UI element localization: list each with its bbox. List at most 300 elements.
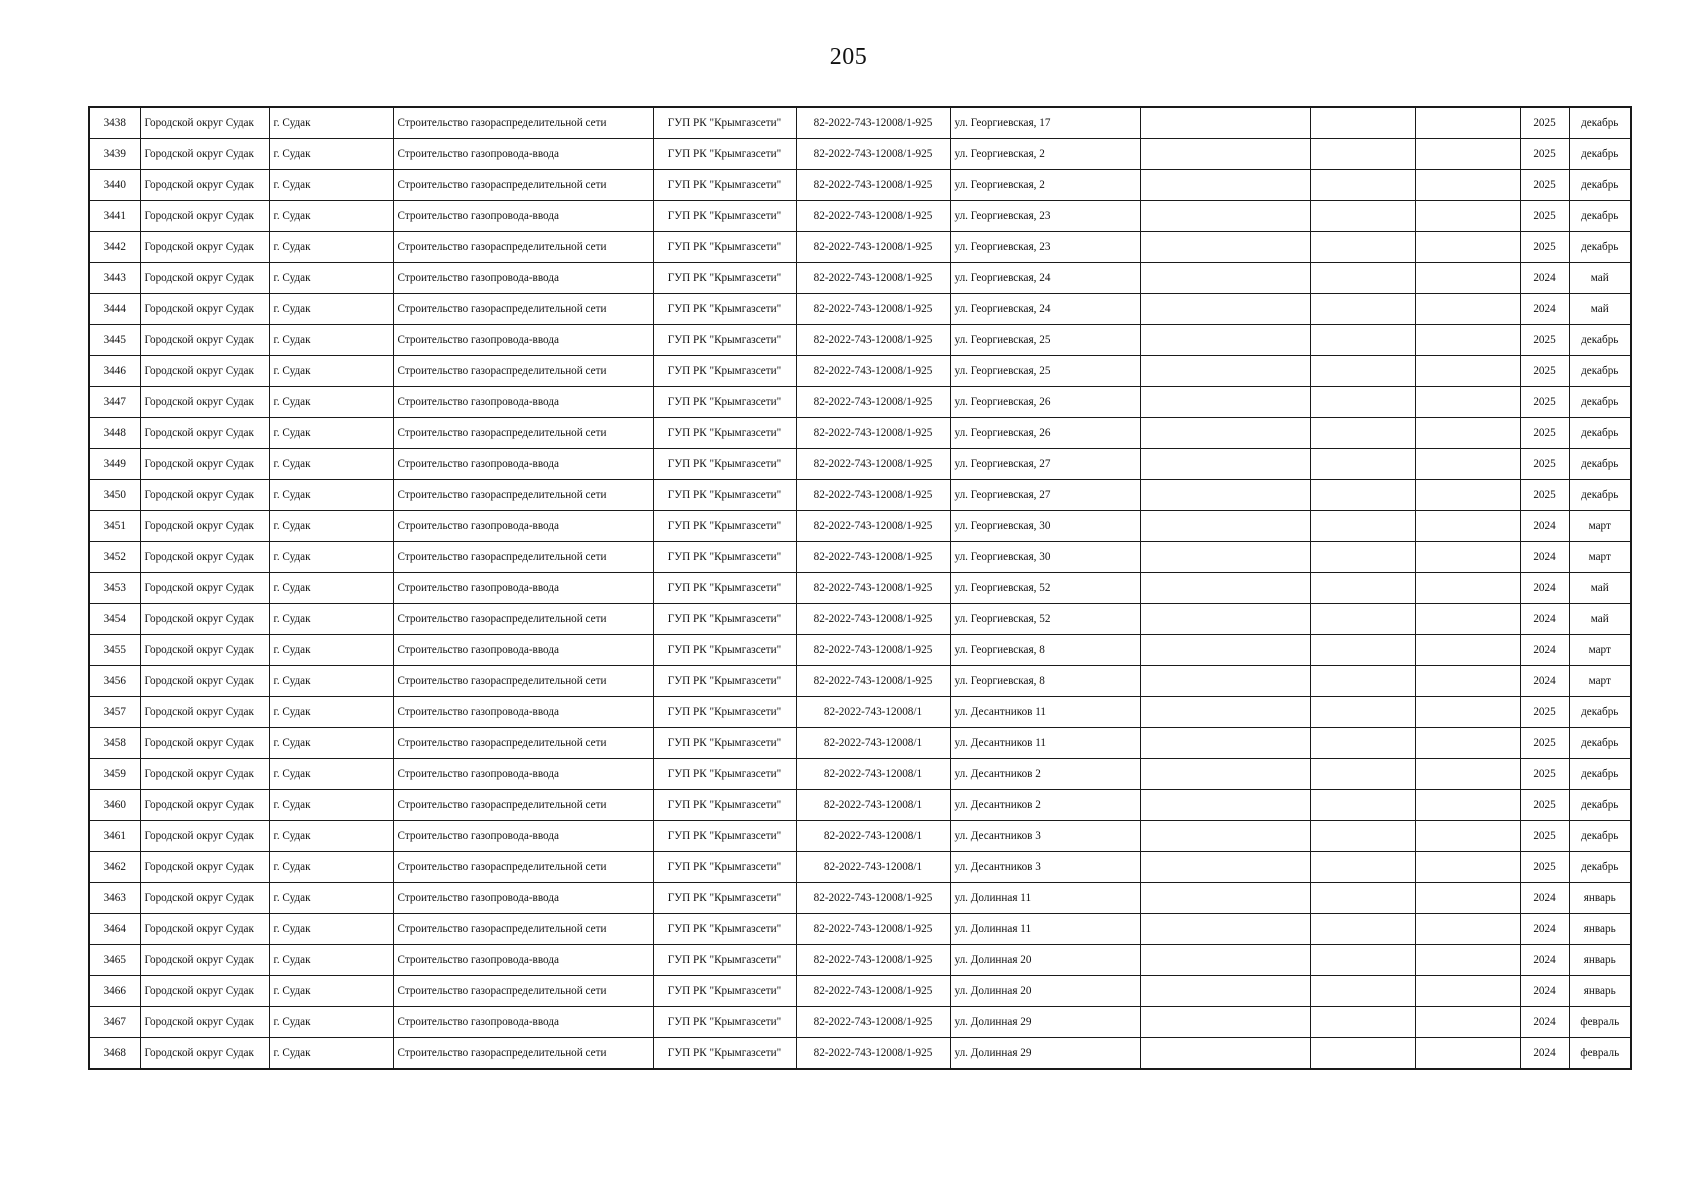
- empty-cell: [1310, 573, 1415, 604]
- town-cell: г. Судак: [269, 697, 393, 728]
- empty-cell: [1415, 790, 1520, 821]
- town-cell: г. Судак: [269, 201, 393, 232]
- organization-cell: ГУП РК "Крымгазсети": [653, 263, 796, 294]
- empty-cell: [1140, 790, 1310, 821]
- district-cell: Городской округ Судак: [140, 697, 269, 728]
- empty-cell: [1415, 976, 1520, 1007]
- program-code-cell: 82-2022-743-12008/1-925: [796, 418, 950, 449]
- year-cell: 2024: [1520, 976, 1569, 1007]
- row-number-cell: 3446: [89, 356, 140, 387]
- empty-cell: [1310, 976, 1415, 1007]
- row-number-cell: 3456: [89, 666, 140, 697]
- empty-cell: [1415, 232, 1520, 263]
- district-cell: Городской округ Судак: [140, 914, 269, 945]
- empty-cell: [1310, 170, 1415, 201]
- empty-cell: [1140, 759, 1310, 790]
- row-number-cell: 3447: [89, 387, 140, 418]
- month-cell: январь: [1569, 976, 1631, 1007]
- district-cell: Городской округ Судак: [140, 201, 269, 232]
- month-cell: январь: [1569, 914, 1631, 945]
- year-cell: 2024: [1520, 666, 1569, 697]
- empty-cell: [1140, 387, 1310, 418]
- organization-cell: ГУП РК "Крымгазсети": [653, 480, 796, 511]
- town-cell: г. Судак: [269, 1007, 393, 1038]
- row-number-cell: 3464: [89, 914, 140, 945]
- empty-cell: [1310, 604, 1415, 635]
- empty-cell: [1415, 511, 1520, 542]
- work-type-cell: Строительство газораспределительной сети: [393, 1038, 653, 1070]
- address-cell: ул. Георгиевская, 25: [950, 325, 1140, 356]
- program-code-cell: 82-2022-743-12008/1-925: [796, 356, 950, 387]
- year-cell: 2025: [1520, 356, 1569, 387]
- work-type-cell: Строительство газораспределительной сети: [393, 728, 653, 759]
- row-number-cell: 3465: [89, 945, 140, 976]
- organization-cell: ГУП РК "Крымгазсети": [653, 418, 796, 449]
- address-cell: ул. Георгиевская, 30: [950, 542, 1140, 573]
- organization-cell: ГУП РК "Крымгазсети": [653, 790, 796, 821]
- row-number-cell: 3439: [89, 139, 140, 170]
- district-cell: Городской округ Судак: [140, 294, 269, 325]
- table-row: [89, 821, 1631, 852]
- empty-cell: [1140, 542, 1310, 573]
- organization-cell: ГУП РК "Крымгазсети": [653, 511, 796, 542]
- town-cell: г. Судак: [269, 294, 393, 325]
- work-type-cell: Строительство газораспределительной сети: [393, 107, 653, 139]
- district-cell: Городской округ Судак: [140, 542, 269, 573]
- work-type-cell: Строительство газопровода-ввода: [393, 635, 653, 666]
- work-type-cell: Строительство газораспределительной сети: [393, 356, 653, 387]
- empty-cell: [1310, 728, 1415, 759]
- month-cell: февраль: [1569, 1038, 1631, 1070]
- work-type-cell: Строительство газопровода-ввода: [393, 697, 653, 728]
- empty-cell: [1310, 387, 1415, 418]
- program-code-cell: 82-2022-743-12008/1-925: [796, 666, 950, 697]
- district-cell: Городской округ Судак: [140, 883, 269, 914]
- district-cell: Городской округ Судак: [140, 325, 269, 356]
- town-cell: г. Судак: [269, 666, 393, 697]
- month-cell: декабрь: [1569, 170, 1631, 201]
- year-cell: 2025: [1520, 170, 1569, 201]
- town-cell: г. Судак: [269, 883, 393, 914]
- empty-cell: [1415, 852, 1520, 883]
- town-cell: г. Судак: [269, 604, 393, 635]
- program-code-cell: 82-2022-743-12008/1-925: [796, 449, 950, 480]
- table-row: [89, 697, 1631, 728]
- table-row: [89, 666, 1631, 697]
- month-cell: март: [1569, 542, 1631, 573]
- year-cell: 2024: [1520, 883, 1569, 914]
- row-number-cell: 3455: [89, 635, 140, 666]
- year-cell: 2025: [1520, 480, 1569, 511]
- address-cell: ул. Георгиевская, 2: [950, 139, 1140, 170]
- organization-cell: ГУП РК "Крымгазсети": [653, 945, 796, 976]
- empty-cell: [1310, 852, 1415, 883]
- district-cell: Городской округ Судак: [140, 1038, 269, 1070]
- town-cell: г. Судак: [269, 790, 393, 821]
- empty-cell: [1140, 697, 1310, 728]
- table-row: [89, 604, 1631, 635]
- work-type-cell: Строительство газопровода-ввода: [393, 759, 653, 790]
- organization-cell: ГУП РК "Крымгазсети": [653, 294, 796, 325]
- organization-cell: ГУП РК "Крымгазсети": [653, 852, 796, 883]
- work-type-cell: Строительство газопровода-ввода: [393, 387, 653, 418]
- empty-cell: [1140, 201, 1310, 232]
- organization-cell: ГУП РК "Крымгазсети": [653, 325, 796, 356]
- address-cell: ул. Долинная 20: [950, 945, 1140, 976]
- organization-cell: ГУП РК "Крымгазсети": [653, 573, 796, 604]
- month-cell: май: [1569, 604, 1631, 635]
- program-code-cell: 82-2022-743-12008/1: [796, 821, 950, 852]
- organization-cell: ГУП РК "Крымгазсети": [653, 666, 796, 697]
- address-cell: ул. Десантников 11: [950, 728, 1140, 759]
- empty-cell: [1310, 542, 1415, 573]
- address-cell: ул. Десантников 3: [950, 821, 1140, 852]
- empty-cell: [1415, 1007, 1520, 1038]
- address-cell: ул. Долинная 29: [950, 1007, 1140, 1038]
- empty-cell: [1415, 697, 1520, 728]
- row-number-cell: 3451: [89, 511, 140, 542]
- work-type-cell: Строительство газораспределительной сети: [393, 232, 653, 263]
- organization-cell: ГУП РК "Крымгазсети": [653, 883, 796, 914]
- month-cell: декабрь: [1569, 356, 1631, 387]
- empty-cell: [1310, 821, 1415, 852]
- organization-cell: ГУП РК "Крымгазсети": [653, 635, 796, 666]
- year-cell: 2024: [1520, 542, 1569, 573]
- empty-cell: [1140, 914, 1310, 945]
- work-type-cell: Строительство газопровода-ввода: [393, 945, 653, 976]
- organization-cell: ГУП РК "Крымгазсети": [653, 976, 796, 1007]
- empty-cell: [1310, 1038, 1415, 1070]
- town-cell: г. Судак: [269, 263, 393, 294]
- month-cell: декабрь: [1569, 697, 1631, 728]
- town-cell: г. Судак: [269, 107, 393, 139]
- organization-cell: ГУП РК "Крымгазсети": [653, 139, 796, 170]
- table-row: [89, 759, 1631, 790]
- empty-cell: [1415, 170, 1520, 201]
- town-cell: г. Судак: [269, 449, 393, 480]
- town-cell: г. Судак: [269, 480, 393, 511]
- empty-cell: [1310, 418, 1415, 449]
- address-cell: ул. Георгиевская, 30: [950, 511, 1140, 542]
- district-cell: Городской округ Судак: [140, 790, 269, 821]
- row-number-cell: 3442: [89, 232, 140, 263]
- row-number-cell: 3457: [89, 697, 140, 728]
- page-number: 205: [829, 44, 868, 70]
- table-row: [89, 263, 1631, 294]
- empty-cell: [1415, 666, 1520, 697]
- town-cell: г. Судак: [269, 542, 393, 573]
- town-cell: г. Судак: [269, 945, 393, 976]
- address-cell: ул. Десантников 2: [950, 759, 1140, 790]
- town-cell: г. Судак: [269, 232, 393, 263]
- work-type-cell: Строительство газораспределительной сети: [393, 852, 653, 883]
- row-number-cell: 3444: [89, 294, 140, 325]
- empty-cell: [1140, 883, 1310, 914]
- table-row: [89, 511, 1631, 542]
- empty-cell: [1310, 480, 1415, 511]
- empty-cell: [1415, 480, 1520, 511]
- year-cell: 2025: [1520, 387, 1569, 418]
- district-cell: Городской округ Судак: [140, 945, 269, 976]
- program-code-cell: 82-2022-743-12008/1: [796, 852, 950, 883]
- month-cell: декабрь: [1569, 139, 1631, 170]
- year-cell: 2025: [1520, 418, 1569, 449]
- year-cell: 2025: [1520, 697, 1569, 728]
- empty-cell: [1310, 883, 1415, 914]
- empty-cell: [1415, 573, 1520, 604]
- empty-cell: [1140, 976, 1310, 1007]
- work-type-cell: Строительство газопровода-ввода: [393, 201, 653, 232]
- work-type-cell: Строительство газопровода-ввода: [393, 139, 653, 170]
- district-cell: Городской округ Судак: [140, 604, 269, 635]
- organization-cell: ГУП РК "Крымгазсети": [653, 170, 796, 201]
- table-row: [89, 728, 1631, 759]
- table-row: [89, 945, 1631, 976]
- row-number-cell: 3462: [89, 852, 140, 883]
- empty-cell: [1140, 666, 1310, 697]
- work-type-cell: Строительство газораспределительной сети: [393, 294, 653, 325]
- address-cell: ул. Георгиевская, 23: [950, 232, 1140, 263]
- empty-cell: [1310, 263, 1415, 294]
- district-cell: Городской округ Судак: [140, 728, 269, 759]
- empty-cell: [1415, 263, 1520, 294]
- month-cell: декабрь: [1569, 821, 1631, 852]
- year-cell: 2024: [1520, 573, 1569, 604]
- month-cell: май: [1569, 294, 1631, 325]
- town-cell: г. Судак: [269, 914, 393, 945]
- table-row: [89, 573, 1631, 604]
- empty-cell: [1310, 697, 1415, 728]
- table-row: [89, 418, 1631, 449]
- empty-cell: [1140, 449, 1310, 480]
- district-cell: Городской округ Судак: [140, 263, 269, 294]
- work-type-cell: Строительство газораспределительной сети: [393, 480, 653, 511]
- address-cell: ул. Десантников 3: [950, 852, 1140, 883]
- table-row: [89, 356, 1631, 387]
- address-cell: ул. Долинная 11: [950, 883, 1140, 914]
- row-number-cell: 3461: [89, 821, 140, 852]
- program-code-cell: 82-2022-743-12008/1-925: [796, 511, 950, 542]
- year-cell: 2024: [1520, 294, 1569, 325]
- district-cell: Городской округ Судак: [140, 170, 269, 201]
- district-cell: Городской округ Судак: [140, 139, 269, 170]
- address-cell: ул. Долинная 11: [950, 914, 1140, 945]
- month-cell: декабрь: [1569, 325, 1631, 356]
- table-row: [89, 480, 1631, 511]
- month-cell: май: [1569, 573, 1631, 604]
- work-type-cell: Строительство газораспределительной сети: [393, 418, 653, 449]
- row-number-cell: 3454: [89, 604, 140, 635]
- program-code-cell: 82-2022-743-12008/1-925: [796, 945, 950, 976]
- table-row: [89, 635, 1631, 666]
- address-cell: ул. Георгиевская, 8: [950, 635, 1140, 666]
- empty-cell: [1140, 821, 1310, 852]
- district-cell: Городской округ Судак: [140, 759, 269, 790]
- month-cell: декабрь: [1569, 480, 1631, 511]
- organization-cell: ГУП РК "Крымгазсети": [653, 697, 796, 728]
- year-cell: 2025: [1520, 325, 1569, 356]
- town-cell: г. Судак: [269, 511, 393, 542]
- address-cell: ул. Георгиевская, 27: [950, 449, 1140, 480]
- empty-cell: [1310, 201, 1415, 232]
- address-cell: ул. Георгиевская, 26: [950, 387, 1140, 418]
- empty-cell: [1140, 107, 1310, 139]
- address-cell: ул. Георгиевская, 2: [950, 170, 1140, 201]
- work-type-cell: Строительство газопровода-ввода: [393, 325, 653, 356]
- empty-cell: [1140, 1038, 1310, 1070]
- work-type-cell: Строительство газораспределительной сети: [393, 666, 653, 697]
- address-cell: ул. Десантников 2: [950, 790, 1140, 821]
- table-row: [89, 976, 1631, 1007]
- empty-cell: [1140, 573, 1310, 604]
- town-cell: г. Судак: [269, 852, 393, 883]
- row-number-cell: 3445: [89, 325, 140, 356]
- empty-cell: [1415, 387, 1520, 418]
- empty-cell: [1140, 1007, 1310, 1038]
- row-number-cell: 3450: [89, 480, 140, 511]
- empty-cell: [1310, 666, 1415, 697]
- organization-cell: ГУП РК "Крымгазсети": [653, 387, 796, 418]
- empty-cell: [1140, 945, 1310, 976]
- empty-cell: [1415, 914, 1520, 945]
- table-row: [89, 232, 1631, 263]
- month-cell: март: [1569, 511, 1631, 542]
- empty-cell: [1140, 728, 1310, 759]
- empty-cell: [1310, 914, 1415, 945]
- district-cell: Городской округ Судак: [140, 356, 269, 387]
- program-code-cell: 82-2022-743-12008/1-925: [796, 387, 950, 418]
- district-cell: Городской округ Судак: [140, 666, 269, 697]
- town-cell: г. Судак: [269, 635, 393, 666]
- empty-cell: [1140, 511, 1310, 542]
- empty-cell: [1415, 945, 1520, 976]
- row-number-cell: 3458: [89, 728, 140, 759]
- organization-cell: ГУП РК "Крымгазсети": [653, 107, 796, 139]
- town-cell: г. Судак: [269, 1038, 393, 1070]
- organization-cell: ГУП РК "Крымгазсети": [653, 542, 796, 573]
- month-cell: март: [1569, 666, 1631, 697]
- month-cell: декабрь: [1569, 759, 1631, 790]
- organization-cell: ГУП РК "Крымгазсети": [653, 232, 796, 263]
- month-cell: декабрь: [1569, 418, 1631, 449]
- year-cell: 2024: [1520, 1038, 1569, 1070]
- district-cell: Городской округ Судак: [140, 511, 269, 542]
- work-type-cell: Строительство газопровода-ввода: [393, 883, 653, 914]
- table-row: [89, 201, 1631, 232]
- registry-table: [88, 106, 1632, 1070]
- address-cell: ул. Десантников 11: [950, 697, 1140, 728]
- row-number-cell: 3460: [89, 790, 140, 821]
- year-cell: 2025: [1520, 449, 1569, 480]
- district-cell: Городской округ Судак: [140, 821, 269, 852]
- year-cell: 2024: [1520, 511, 1569, 542]
- address-cell: ул. Георгиевская, 52: [950, 573, 1140, 604]
- table-row: [89, 883, 1631, 914]
- row-number-cell: 3453: [89, 573, 140, 604]
- organization-cell: ГУП РК "Крымгазсети": [653, 1038, 796, 1070]
- empty-cell: [1140, 232, 1310, 263]
- row-number-cell: 3452: [89, 542, 140, 573]
- address-cell: ул. Георгиевская, 23: [950, 201, 1140, 232]
- town-cell: г. Судак: [269, 387, 393, 418]
- program-code-cell: 82-2022-743-12008/1-925: [796, 883, 950, 914]
- district-cell: Городской округ Судак: [140, 480, 269, 511]
- empty-cell: [1310, 232, 1415, 263]
- town-cell: г. Судак: [269, 325, 393, 356]
- month-cell: февраль: [1569, 1007, 1631, 1038]
- empty-cell: [1310, 1007, 1415, 1038]
- work-type-cell: Строительство газораспределительной сети: [393, 976, 653, 1007]
- year-cell: 2025: [1520, 728, 1569, 759]
- empty-cell: [1310, 107, 1415, 139]
- program-code-cell: 82-2022-743-12008/1-925: [796, 294, 950, 325]
- district-cell: Городской округ Судак: [140, 449, 269, 480]
- table-row: [89, 387, 1631, 418]
- month-cell: январь: [1569, 883, 1631, 914]
- empty-cell: [1310, 511, 1415, 542]
- year-cell: 2024: [1520, 263, 1569, 294]
- work-type-cell: Строительство газораспределительной сети: [393, 914, 653, 945]
- month-cell: декабрь: [1569, 232, 1631, 263]
- address-cell: ул. Георгиевская, 24: [950, 294, 1140, 325]
- empty-cell: [1310, 294, 1415, 325]
- table-row: [89, 914, 1631, 945]
- month-cell: март: [1569, 635, 1631, 666]
- year-cell: 2025: [1520, 759, 1569, 790]
- program-code-cell: 82-2022-743-12008/1-925: [796, 604, 950, 635]
- district-cell: Городской округ Судак: [140, 635, 269, 666]
- empty-cell: [1140, 170, 1310, 201]
- work-type-cell: Строительство газораспределительной сети: [393, 542, 653, 573]
- program-code-cell: 82-2022-743-12008/1-925: [796, 573, 950, 604]
- district-cell: Городской округ Судак: [140, 387, 269, 418]
- district-cell: Городской округ Судак: [140, 976, 269, 1007]
- town-cell: г. Судак: [269, 821, 393, 852]
- address-cell: ул. Георгиевская, 17: [950, 107, 1140, 139]
- month-cell: декабрь: [1569, 852, 1631, 883]
- month-cell: декабрь: [1569, 201, 1631, 232]
- table-row: [89, 1007, 1631, 1038]
- empty-cell: [1415, 139, 1520, 170]
- month-cell: январь: [1569, 945, 1631, 976]
- organization-cell: ГУП РК "Крымгазсети": [653, 604, 796, 635]
- row-number-cell: 3463: [89, 883, 140, 914]
- month-cell: декабрь: [1569, 728, 1631, 759]
- town-cell: г. Судак: [269, 418, 393, 449]
- year-cell: 2025: [1520, 201, 1569, 232]
- month-cell: декабрь: [1569, 449, 1631, 480]
- table-row: [89, 325, 1631, 356]
- year-cell: 2025: [1520, 821, 1569, 852]
- empty-cell: [1415, 201, 1520, 232]
- empty-cell: [1140, 604, 1310, 635]
- work-type-cell: Строительство газопровода-ввода: [393, 511, 653, 542]
- year-cell: 2024: [1520, 604, 1569, 635]
- table-row: [89, 139, 1631, 170]
- empty-cell: [1415, 821, 1520, 852]
- row-number-cell: 3449: [89, 449, 140, 480]
- program-code-cell: 82-2022-743-12008/1-925: [796, 914, 950, 945]
- organization-cell: ГУП РК "Крымгазсети": [653, 449, 796, 480]
- town-cell: г. Судак: [269, 573, 393, 604]
- work-type-cell: Строительство газораспределительной сети: [393, 604, 653, 635]
- work-type-cell: Строительство газопровода-ввода: [393, 573, 653, 604]
- year-cell: 2025: [1520, 232, 1569, 263]
- empty-cell: [1140, 852, 1310, 883]
- organization-cell: ГУП РК "Крымгазсети": [653, 821, 796, 852]
- empty-cell: [1140, 480, 1310, 511]
- table-row: [89, 542, 1631, 573]
